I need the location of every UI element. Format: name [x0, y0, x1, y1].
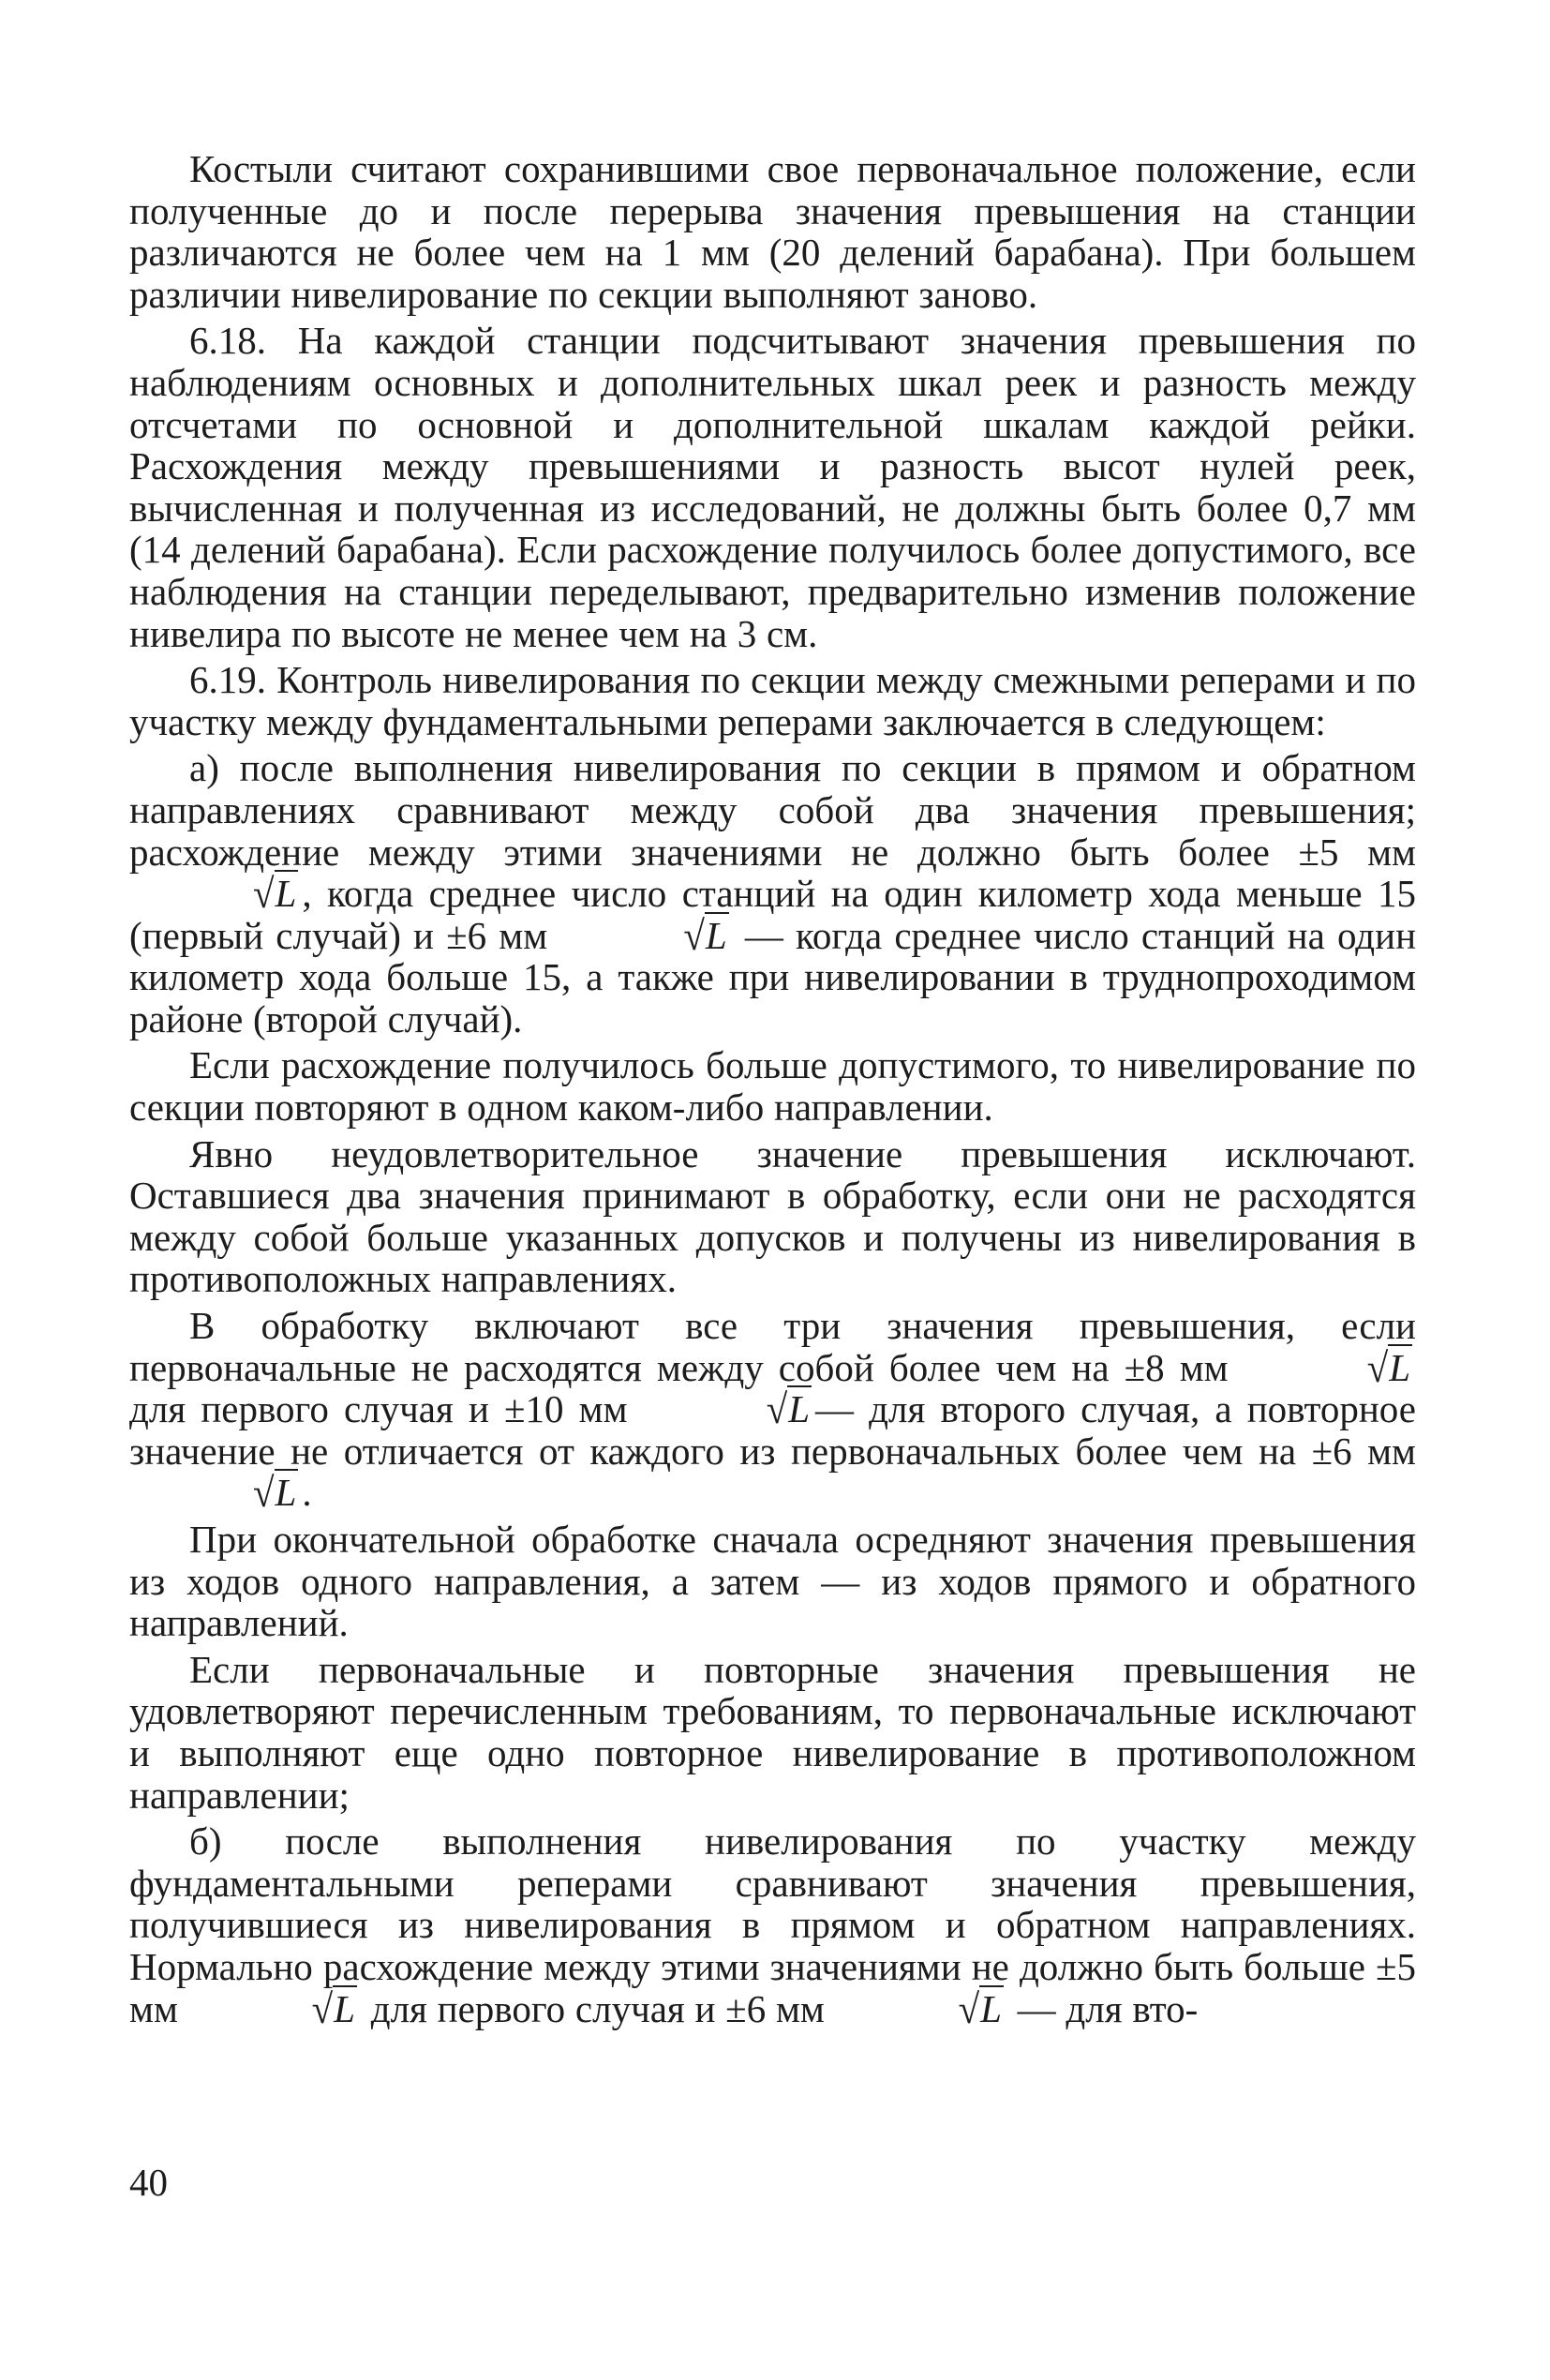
paragraph-item-a: [129, 747, 1416, 1040]
sqrt-l-formula: √L: [1366, 1343, 1411, 1391]
text-segment: — для вто-: [1006, 1986, 1199, 2030]
paragraph-6-18: 6.18. На каждой станции подсчитывают значения превышения по наблюдениям основных и дополнительных шкал реек и разность между отсчетами по основной и дополнительной шкалам каждой рейки. Расхождения между превышениями и разность высот нулей реек, вычисленная и полученная из исследований, не должны быть более 0,7 мм (14 делений барабана). Если расхождение получилось более допустимого, все наблюдения на станции переделывают, предварительно изменив положение нивелира по высоте не менее чем на 3 см.: [129, 319, 1416, 655]
sqrt-l-formula: √L: [253, 1469, 297, 1517]
text-segment: для первого случая и ±6 мм: [360, 1986, 825, 2030]
paragraph-three-values: [129, 1304, 1416, 1517]
paragraph-repeat-leveling: Если расхождение получилось больше допустимого, то нивелирование по секции повторяют в одном каком-либо направлении.: [129, 1043, 1416, 1130]
sqrt-l-formula: √L: [766, 1385, 811, 1433]
paragraph-requirements-not-met: Если первоначальные и повторные значения превышения не удовлетворяют перечисленным требованиям, то первоначальные исключают и выполняют еще одно повторное нивелирование в противоположном направлении;: [129, 1647, 1416, 1817]
paragraph-crutches: Костыли считают сохранившими свое первоначальное положение, если полученные до и после перерыва значения превышения на станции различаются не более чем на 1 мм (20 делений барабана). При большем различии нивелирование по секции выполняют заново.: [129, 147, 1416, 316]
paragraph-item-b: [129, 1819, 1416, 2032]
sqrt-l-formula: √L: [683, 911, 727, 959]
text-segment: для первого случая и ±10 мм: [129, 1387, 628, 1431]
text-segment: а) после выполнения нивелирования по секции в прямом и обратном направлениях сравнивают между собой два значения превышения; расхождение между этими значениями не должно быть более ±5 мм: [129, 746, 1416, 874]
sqrt-l-formula: √L: [253, 870, 297, 917]
text-segment: , когда среднее число станций на один километр хода меньше 15 (первый случай) и ±6 мм: [129, 872, 1416, 957]
paragraph-final-processing: При окончательной обработке сначала осредняют значения превышения из ходов одного направления, а затем — из ходов прямого и обратного направлений.: [129, 1518, 1416, 1645]
page-number: 40: [129, 2161, 168, 2204]
sqrt-l-formula: √L: [311, 1984, 355, 2032]
text-segment: — для второго случая, а повторное значение не отличается от каждого из первоначальных более чем на ±6 мм: [129, 1387, 1416, 1473]
text-segment: .: [302, 1471, 312, 1515]
text-segment: б) после выполнения нивелирования по участку между фундаментальными реперами сравнивают значения превышения, получившиеся из нивелирования в прямом и обратном направлениях. Нормально расхождение между этими значениями не должно быть больше ±5 мм: [129, 1819, 1416, 2030]
text-segment: — когда среднее число станций на один километр хода больше 15, а также при нивелировании в труднопроходимом районе (второй случай).: [129, 913, 1417, 1040]
sqrt-l-formula: √L: [958, 1984, 1002, 2032]
text-segment: В обработку включают все три значения превышения, если первоначальные не расходятся между собой более чем на ±8 мм: [129, 1304, 1416, 1389]
paragraph-exclude-value: Явно неудовлетворительное значение превышения исключают. Оставшиеся два значения принимают в обработку, если они не расходятся между собой больше указанных допусков и получены из нивелирования в противоположных направлениях.: [129, 1131, 1416, 1301]
text-column: [129, 148, 1416, 2034]
paragraph-6-19: 6.19. Контроль нивелирования по секции между смежными реперами и по участку между фундаментальными реперами заключается в следующем:: [129, 658, 1416, 743]
